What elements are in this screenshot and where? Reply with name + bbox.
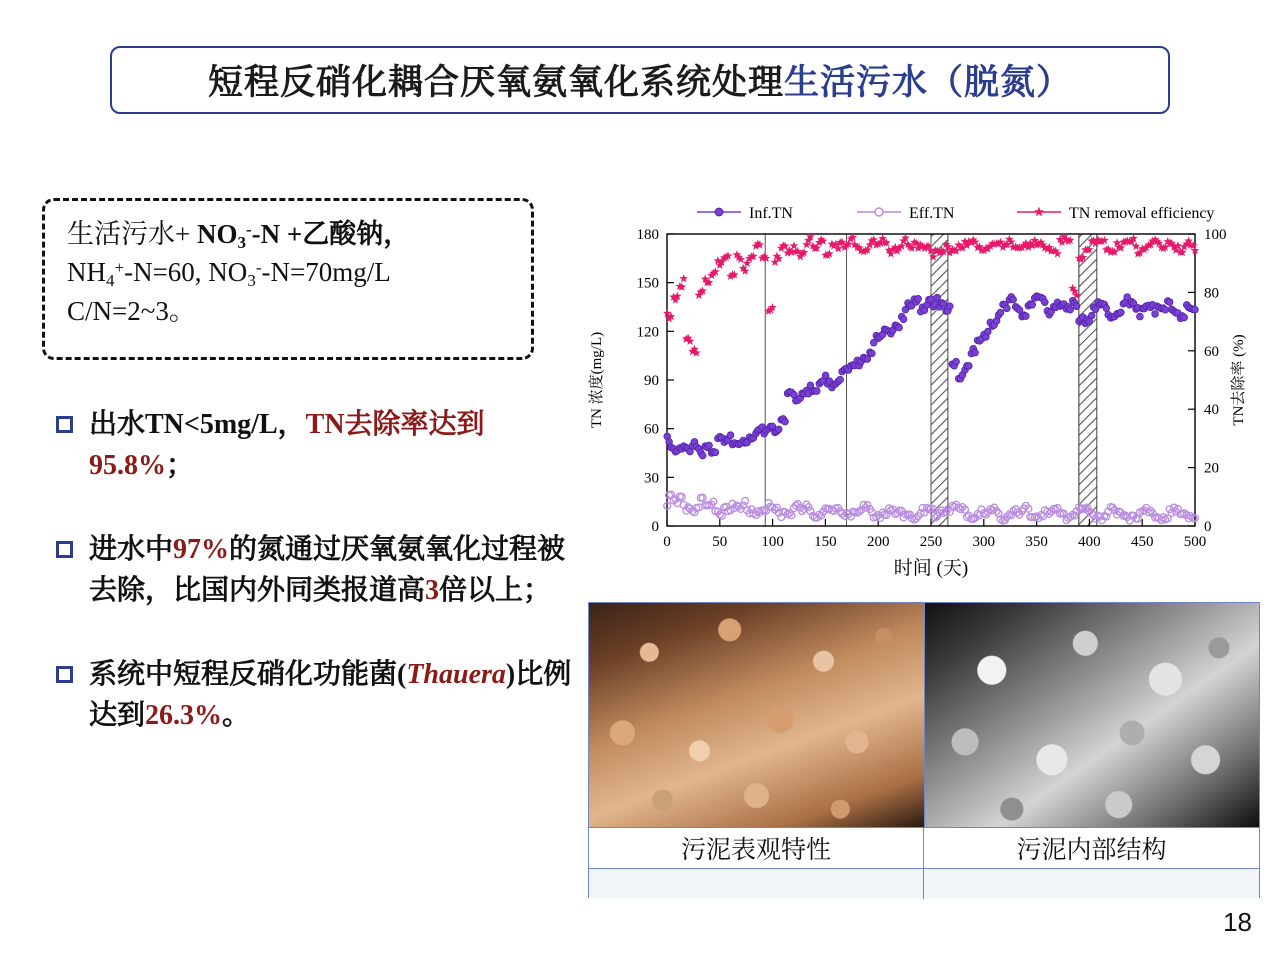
note-1-d: -N +乙酸钠， xyxy=(251,219,411,249)
sludge-appearance-caption: 污泥表观特性 xyxy=(589,828,924,868)
bullet2-seg2: 97% xyxy=(173,534,230,566)
note-1-a: 生活污水+ xyxy=(67,219,197,249)
note-line-3: C/N=2~3。 xyxy=(67,295,196,326)
data-point xyxy=(1162,306,1169,313)
data-point xyxy=(1067,306,1074,313)
data-point xyxy=(868,350,875,357)
data-point xyxy=(1117,309,1124,316)
y-left-tick-label: 180 xyxy=(636,227,659,243)
bullet3-seg5: 。 xyxy=(222,699,251,731)
sludge-sem-photo xyxy=(925,603,1260,827)
data-point xyxy=(699,452,706,459)
page-title xyxy=(208,55,1072,105)
bullet1-seg2: TN去 xyxy=(305,409,373,440)
note-2-c: -N=70mg/L xyxy=(261,257,391,288)
data-point xyxy=(984,328,991,335)
x-tick-label: 200 xyxy=(866,534,890,550)
slide-title-box xyxy=(110,46,1170,114)
bullet2-seg4: 3 xyxy=(425,574,440,606)
image-row xyxy=(589,603,1259,827)
data-point xyxy=(1041,299,1048,306)
bullet-text-3 xyxy=(89,655,580,736)
note-2-sup: + xyxy=(114,258,125,278)
data-point xyxy=(1181,314,1188,321)
bullet3-seg4: 26.3% xyxy=(145,699,223,731)
y-left-tick-label: 0 xyxy=(651,519,659,535)
square-bullet-icon xyxy=(56,541,73,558)
bullet1-seg4: ； xyxy=(166,449,195,481)
y-left-tick-label: 90 xyxy=(644,373,659,389)
square-bullet-icon xyxy=(56,666,73,683)
phase-band-1 xyxy=(1079,234,1097,526)
data-point xyxy=(915,295,922,302)
data-point xyxy=(1029,301,1036,308)
bullet-text-2 xyxy=(89,530,580,611)
bullet2-seg1: 进水中 xyxy=(89,534,174,566)
blank-cell-left xyxy=(589,869,924,899)
data-point xyxy=(727,432,734,439)
x-tick-label: 0 xyxy=(663,534,671,550)
title-prefix: 短程反硝化耦合厌氧氨氧化系统处理 xyxy=(207,63,784,102)
x-tick-label: 50 xyxy=(712,534,728,550)
note-1-sup: - xyxy=(245,220,252,239)
bullet1-seg3: 除率达到95.8% xyxy=(89,409,485,481)
y-left-tick-label: 30 xyxy=(644,470,659,487)
data-point xyxy=(953,358,960,365)
x-tick-label: 450 xyxy=(1130,534,1154,550)
note-2-sub: 4 xyxy=(106,271,115,291)
y-left-axis-label: TN 浓度(mg/L) xyxy=(589,331,605,429)
y-right-tick-label: 100 xyxy=(1204,227,1227,243)
data-point xyxy=(1152,311,1159,318)
y-right-axis-label: TN去除率 (%) xyxy=(1231,334,1247,426)
x-tick-label: 100 xyxy=(761,534,784,550)
legend-marker-eff-tn xyxy=(875,208,883,216)
legend-label-2: TN removal efficiency xyxy=(1069,205,1215,222)
note-1-b: NO xyxy=(196,219,238,249)
bullet3-seg3: )比例达到 xyxy=(89,659,572,731)
image-caption-row xyxy=(589,827,1259,868)
data-point xyxy=(1103,305,1110,312)
data-point xyxy=(1136,313,1143,320)
data-point xyxy=(813,388,820,395)
note-2-a: NH xyxy=(67,257,106,288)
y-right-tick-label: 0 xyxy=(1204,519,1212,535)
square-bullet-icon xyxy=(56,416,73,433)
data-point xyxy=(864,356,871,363)
list-item xyxy=(50,530,580,611)
note-2-sub2: 3 xyxy=(247,271,256,291)
blank-cell-right xyxy=(924,869,1259,899)
tn-removal-chart xyxy=(575,196,1265,608)
legend-label-1: Eff.TN xyxy=(909,205,955,222)
legend-label-0: Inf.TN xyxy=(749,205,793,222)
data-point xyxy=(940,300,947,307)
y-left-tick-label: 60 xyxy=(644,421,659,438)
x-tick-label: 350 xyxy=(1025,534,1048,550)
data-point xyxy=(790,241,799,249)
data-point xyxy=(900,316,907,323)
data-point xyxy=(896,324,903,331)
bullet1-seg1: 出水TN<5mg/L， xyxy=(89,409,306,440)
bullet3-seg1: 系统中短程反硝化功能菌( xyxy=(89,659,407,691)
y-right-tick-label: 80 xyxy=(1204,285,1219,302)
sludge-image-panel xyxy=(588,602,1260,898)
title-highlight: 生活污水（脱氮） xyxy=(784,63,1073,102)
data-point xyxy=(997,309,1004,316)
data-point xyxy=(775,426,782,433)
data-point xyxy=(837,376,844,383)
data-point xyxy=(1010,296,1017,303)
data-point xyxy=(706,442,713,449)
legend-marker-inf-tn xyxy=(715,208,723,216)
chart-svg xyxy=(575,196,1265,608)
y-left-tick-label: 150 xyxy=(636,275,659,292)
x-tick-label: 250 xyxy=(919,534,943,550)
list-item xyxy=(50,405,580,486)
note-line-2 xyxy=(67,253,513,291)
data-point xyxy=(972,349,979,356)
y-right-tick-label: 60 xyxy=(1204,343,1219,360)
data-point xyxy=(712,449,719,456)
note-2-sup2: - xyxy=(255,258,262,278)
note-2-b: -N=60, NO xyxy=(124,257,248,288)
data-point xyxy=(1166,299,1173,306)
data-point xyxy=(679,274,688,282)
data-point xyxy=(1022,313,1029,320)
x-tick-label: 400 xyxy=(1078,534,1101,550)
y-right-tick-label: 20 xyxy=(1204,460,1219,477)
page-number: 18 xyxy=(1223,907,1252,937)
data-point xyxy=(1088,312,1095,319)
phase-band-0 xyxy=(931,234,948,526)
legend-marker-removal xyxy=(1034,207,1044,217)
bullet3-seg2: Thauera xyxy=(406,659,506,691)
bullet2-seg5: 倍以上； xyxy=(439,574,552,606)
note-line-1 xyxy=(67,215,513,253)
x-tick-label: 500 xyxy=(1183,534,1207,550)
data-point xyxy=(1073,303,1080,310)
y-right-tick-label: 40 xyxy=(1204,402,1219,419)
sludge-appearance-photo xyxy=(589,603,925,827)
data-point xyxy=(946,303,953,310)
data-point xyxy=(965,362,972,369)
data-point xyxy=(782,418,789,425)
bullet-text-1 xyxy=(89,405,580,486)
conditions-note-box xyxy=(42,198,534,360)
sludge-structure-caption: 污泥内部结构 xyxy=(1016,837,1167,864)
y-left-tick-label: 120 xyxy=(636,324,659,341)
x-axis-label: 时间 (天) xyxy=(893,558,969,579)
data-point xyxy=(718,512,725,519)
note-1-sub: 3 xyxy=(237,233,246,252)
data-point xyxy=(762,254,771,262)
bullet2-seg3: 的氮通过厌氧氨氧化过程被去除，比国内外同类报道高 xyxy=(89,534,566,606)
list-item xyxy=(50,655,580,736)
x-tick-label: 150 xyxy=(814,534,837,550)
image-blank-row xyxy=(589,868,1259,899)
data-point xyxy=(1192,306,1199,313)
data-point xyxy=(1003,305,1010,312)
bullet-list xyxy=(50,405,580,781)
x-tick-label: 300 xyxy=(972,534,996,550)
